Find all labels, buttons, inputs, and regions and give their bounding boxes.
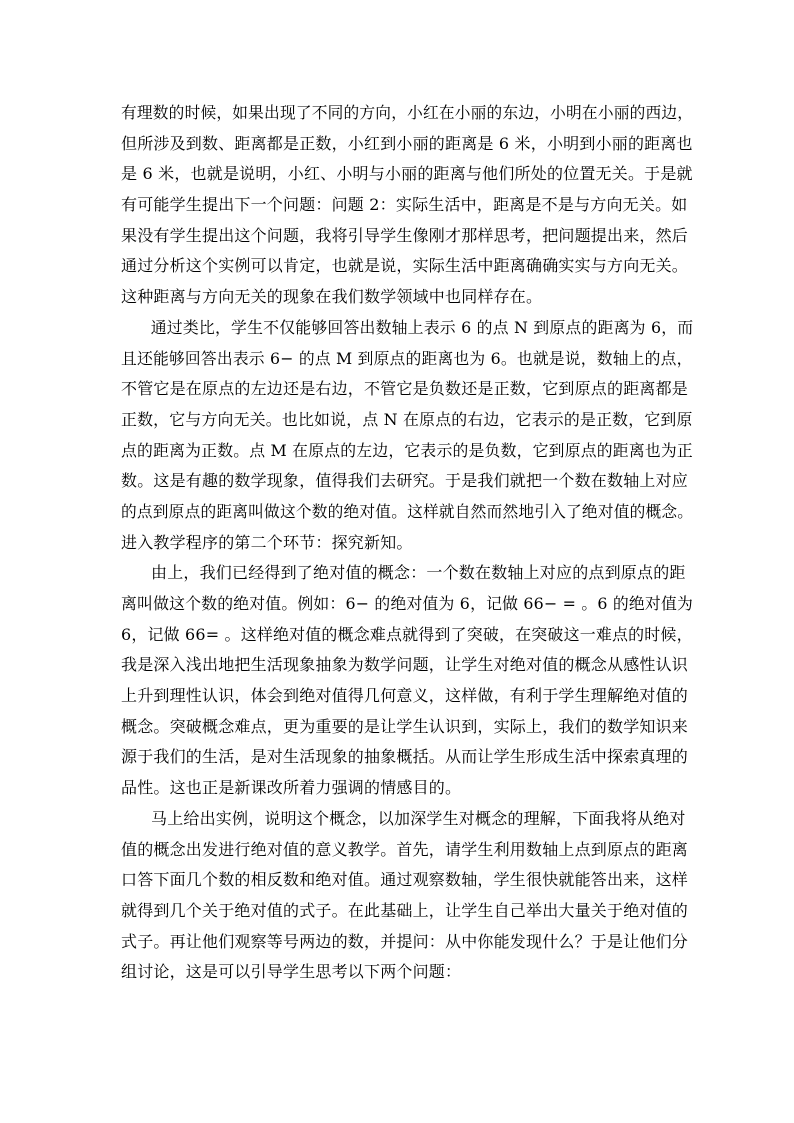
text-line: 且还能够回答出表示 6− 的点 M 到原点的距离也为 6。也就是说，数轴上的点，: [121, 348, 693, 368]
paragraph-4: [121, 804, 693, 988]
text-line: 源于我们的生活，是对生活现象的抽象概括。从而让学生形成生活中探索真理的: [121, 747, 689, 767]
text-line: 点的距离为正数。点 M 在原点的左边，它表示的是负数，它到原点的距离也为正: [121, 440, 693, 460]
text-line: 组讨论，这是可以引导学生思考以下两个问题：: [121, 962, 462, 982]
paragraph-2: [121, 313, 693, 559]
text-line: 有可能学生提出下一个问题：问题 2：实际生活中，距离是不是与方向无关。如: [121, 195, 688, 215]
text-line: 通过类比，学生不仅能够回答出数轴上表示 6 的点 N 到原点的距离为 6，而: [150, 317, 694, 337]
text-line: 的点到原点的距离叫做这个数的绝对值。这样就自然而然地引入了绝对值的概念。: [121, 501, 694, 521]
text-line: 由上，我们已经得到了绝对值的概念：一个数在数轴上对应的点到原点的距: [151, 563, 686, 583]
paragraph-3: [121, 558, 693, 804]
text-line: 品性。这也正是新课改所着力强调的情感目的。: [121, 778, 462, 798]
text-line: 概念。突破概念难点，更为重要的是让学生认识到，实际上，我们的数学知识来: [121, 716, 689, 736]
text-line: 但所涉及到数、距离都是正数，小红到小丽的距离是 6 米，小明到小丽的距离也: [121, 133, 693, 153]
text-line: 式子。再让他们观察等号两边的数，并提问：从中你能发现什么？于是让他们分: [121, 931, 689, 951]
text-line: 我是深入浅出地把生活现象抽象为数学问题，让学生对绝对值的概念从感性认识: [121, 655, 689, 675]
document-body: [121, 98, 693, 988]
text-line: 6，记做 66= 。这样绝对值的概念难点就得到了突破，在突破这一难点的时候，: [121, 624, 693, 644]
text-line: 数。这是有趣的数学现象，值得我们去研究。于是我们就把一个数在数轴上对应: [121, 471, 689, 491]
text-line: 是 6 米，也就是说明，小红、小明与小丽的距离与他们所处的位置无关。于是就: [121, 164, 693, 184]
paragraph-1: [121, 98, 693, 313]
text-line: 值的概念出发进行绝对值的意义教学。首先，请学生利用数轴上点到原点的距离: [121, 839, 689, 859]
text-line: 上升到理性认识，体会到绝对值得几何意义，这样做，有利于学生理解绝对值的: [121, 686, 689, 706]
text-line: 马上给出实例，说明这个概念，以加深学生对概念的理解，下面我将从绝对: [151, 808, 686, 828]
text-line: 就得到几个关于绝对值的式子。在此基础上，让学生自己举出大量关于绝对值的: [121, 900, 689, 920]
text-line: 有理数的时候，如果出现了不同的方向，小红在小丽的东边，小明在小丽的西边，: [121, 103, 694, 122]
text-line: 这种距离与方向无关的现象在我们数学领域中也同样存在。: [121, 287, 543, 307]
text-line: 不管它是在原点的左边还是右边，不管它是负数还是正数，它到原点的距离都是: [121, 379, 689, 399]
text-line: 正数，它与方向无关。也比如说，点 N 在原点的右边，它表示的是正数，它到原: [121, 409, 693, 429]
text-line: 离叫做这个数的绝对值。例如：6− 的绝对值为 6，记做 66− = 。6 的绝对值为: [121, 594, 694, 613]
text-line: 口答下面几个数的相反数和绝对值。通过观察数轴，学生很快就能答出来，这样: [121, 870, 689, 890]
text-line: 通过分析这个实例可以肯定，也就是说，实际生活中距离确确实实与方向无关。: [121, 256, 689, 276]
text-line: 果没有学生提出这个问题，我将引导学生像刚才那样思考，把问题提出来，然后: [121, 225, 689, 245]
text-line: 进入教学程序的第二个环节：探究新知。: [121, 532, 413, 552]
